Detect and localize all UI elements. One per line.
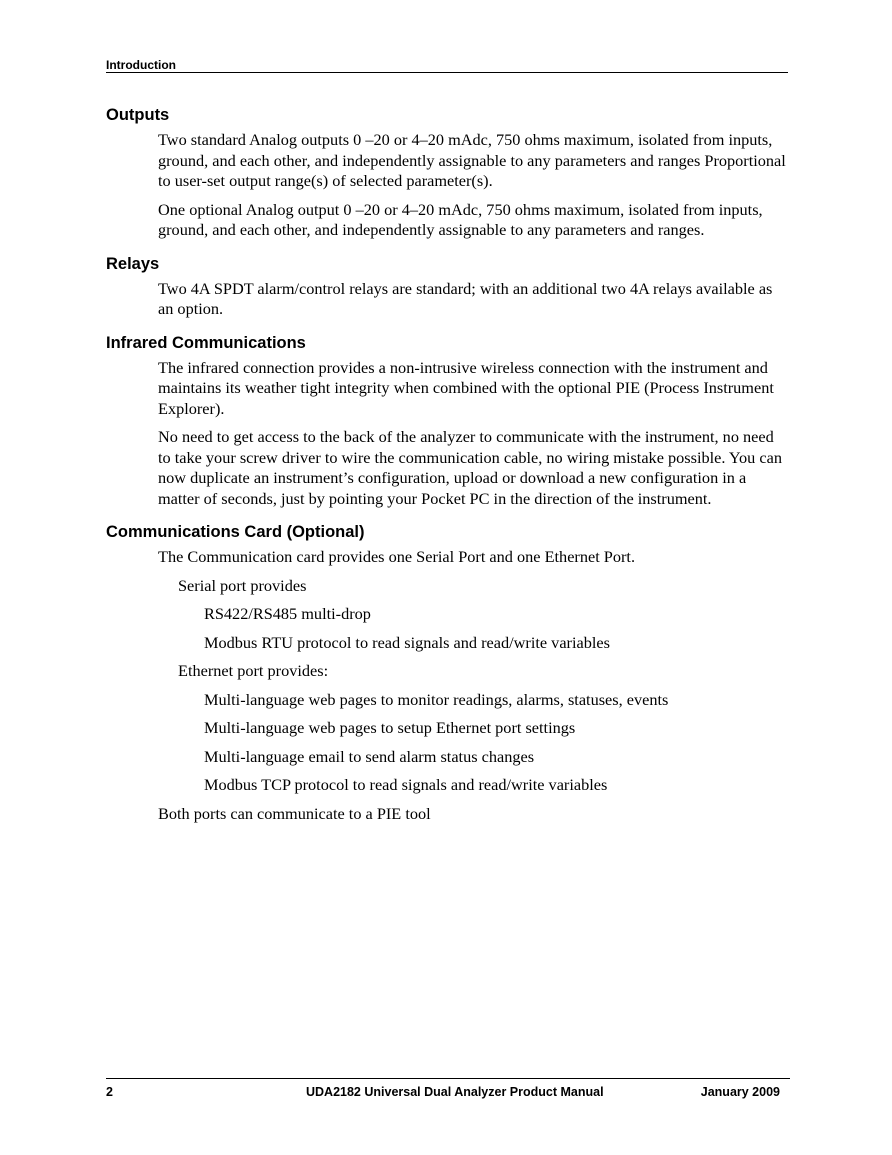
section-heading-infrared: Infrared Communications [106,333,306,352]
running-header [106,58,788,73]
section-outputs [106,104,790,241]
section-infrared [106,332,790,510]
page-body [106,104,790,836]
section-communications-card [106,521,790,824]
ethernet-port-heading: Ethernet port provides: [178,661,329,680]
section-relays [106,253,790,320]
page-number: 2 [106,1085,113,1099]
section-heading-outputs: Outputs [106,106,170,124]
comm-card-intro: The Communication card provides one Serial Port and one Ethernet Port. [158,547,636,566]
ethernet-item: Multi-language web pages to setup Ethernet port settings [204,718,576,737]
footer-date: January 2009 [700,1085,780,1099]
relays-paragraph-1: Two 4A SPDT alarm/control relays are standard; with an additional two 4A relays available as an option. [158,278,773,318]
infrared-paragraph-2: No need to get access to the back of the analyzer to communicate with the instrument, no need to take your screw driver to wire the communication cable, no wiring mistake possible. You can now duplicate an instrument’s configuration, upload or download a new configuration in a matter of seconds, just by pointing your Pocket PC in the direction of the instrument. [158,427,782,508]
ethernet-item: Multi-language web pages to monitor readings, alarms, statuses, events [204,689,669,709]
running-footer [106,1078,790,1099]
outputs-paragraph-1: Two standard Analog outputs 0 –20 or 4–20 mAdc, 750 ohms maximum, isolated from inputs, ground, and each other, and independently assignable to any parameters and ranges Proportional to user-set output range(s) of selected parameter(s). [158,130,786,190]
ethernet-item: Multi-language email to send alarm status changes [204,746,535,766]
comm-card-closing: Both ports can communicate to a PIE tool [158,803,431,823]
section-heading-relays: Relays [106,254,160,273]
infrared-paragraph-1: The infrared connection provides a non-intrusive wireless connection with the instrument and maintains its weather tight integrity when combined with the optional PIE (Process Instrument Explorer). [158,357,774,418]
ethernet-item: Modbus TCP protocol to read signals and read/write variables [204,775,608,794]
header-section-label: Introduction [106,58,176,72]
section-heading-communications-card: Communications Card (Optional) [106,523,365,541]
serial-port-heading: Serial port provides [178,575,307,595]
serial-item: RS422/RS485 multi-drop [204,604,371,623]
serial-item: Modbus RTU protocol to read signals and read/write variables [204,632,610,652]
footer-manual-title: UDA2182 Universal Dual Analyzer Product Manual [306,1085,604,1099]
outputs-paragraph-2: One optional Analog output 0 –20 or 4–20 mAdc, 750 ohms maximum, isolated from inputs, ground, and each other, and independently assignable to any parameters and ranges. [158,199,763,239]
